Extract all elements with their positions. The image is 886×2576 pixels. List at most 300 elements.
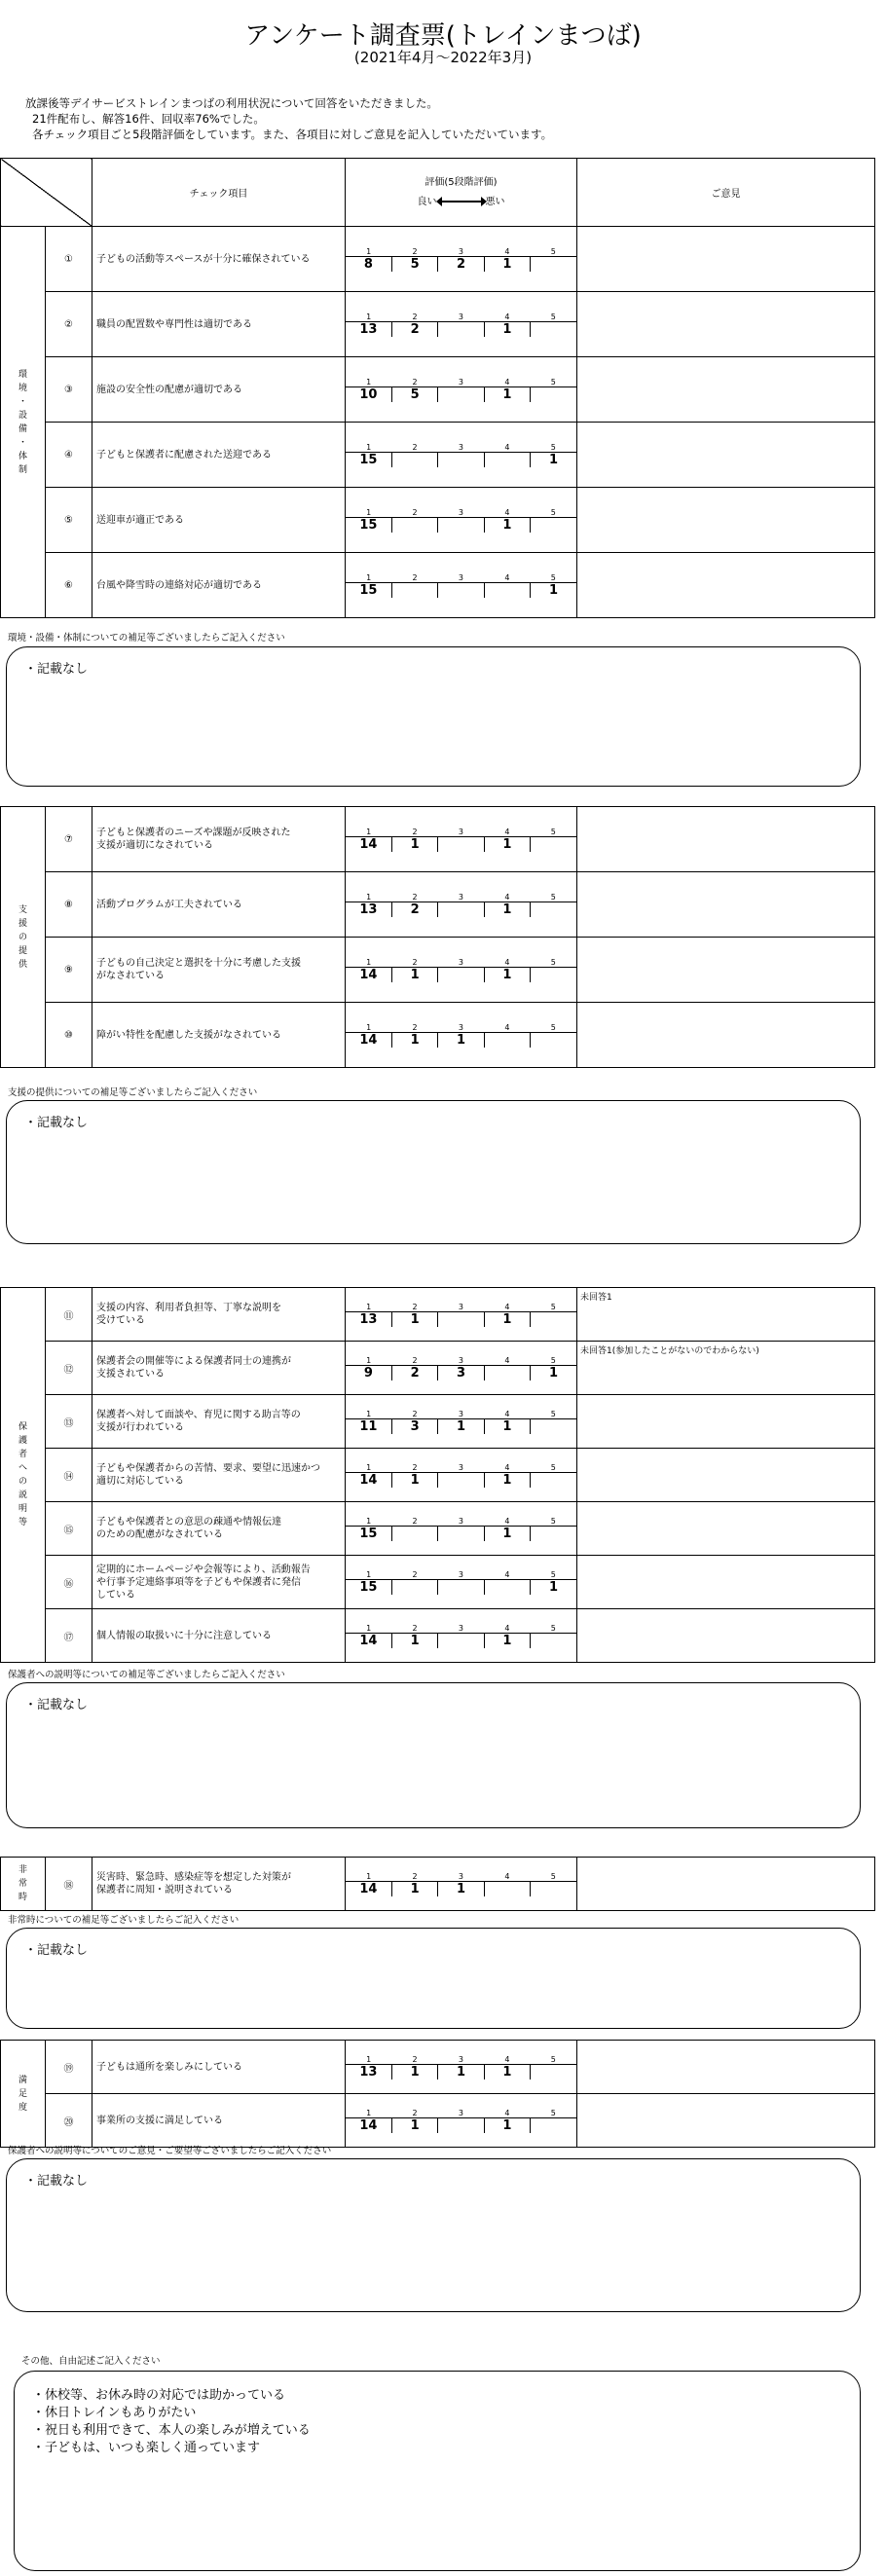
- opinion-cell: [577, 553, 875, 618]
- score-cell: [346, 2094, 577, 2148]
- score-scale-label: 1: [346, 1517, 391, 1527]
- score-grid: [346, 958, 576, 982]
- item-number: ①: [46, 227, 92, 292]
- opinion-cell: [577, 1609, 875, 1663]
- score-labels-row: [346, 828, 576, 837]
- item-text: [92, 1288, 346, 1342]
- score-cell: [346, 553, 577, 618]
- score-scale-label: 4: [484, 2055, 530, 2065]
- comment-line: ・記載なし: [24, 1698, 89, 1712]
- score-labels-row: [346, 1624, 576, 1634]
- score-count: [531, 902, 576, 917]
- score-scale-label: 1: [346, 1356, 391, 1366]
- item-text-line: 子どもの活動等スペースが十分に確保されている: [96, 253, 311, 265]
- score-scale-label: 3: [438, 247, 484, 257]
- score-count: [531, 836, 576, 852]
- header-check-item: チェック項目: [92, 159, 346, 227]
- section-supplement-prompt: 支援の提供についての補足等ございましたらご記入ください: [8, 1087, 258, 1098]
- score-scale-label: 5: [531, 893, 576, 902]
- opinion-cell: [577, 292, 875, 357]
- category-cell: [1, 227, 46, 618]
- score-count: 1: [531, 452, 576, 467]
- score-scale-label: 1: [346, 313, 391, 322]
- score-labels-row: [346, 1356, 576, 1366]
- score-grid: [346, 1410, 576, 1434]
- opinion-cell: [577, 1003, 875, 1068]
- score-count: 14: [359, 1633, 378, 1648]
- score-labels-row: [346, 1872, 576, 1882]
- score-scale-label: 5: [531, 247, 576, 257]
- survey-row: [1, 2094, 875, 2148]
- category-char: 制: [18, 464, 27, 475]
- item-number: ③: [46, 357, 92, 423]
- free-comment-prompt: その他、自由記述ご記入ください: [21, 2356, 161, 2367]
- score-grid: [346, 1303, 576, 1327]
- opinion-cell: [577, 423, 875, 488]
- item-text-line: 受けている: [96, 1315, 145, 1326]
- score-count: [438, 1579, 484, 1595]
- score-count: 10: [359, 386, 378, 402]
- score-scale-label: 3: [438, 828, 484, 837]
- score-grid: [346, 378, 576, 402]
- opinion-cell: 未回答1: [577, 1288, 875, 1342]
- item-text-line: 保護者へ対して面談や、育児に関する助言等の: [96, 1410, 301, 1420]
- item-text-line: 施設の安全性の配慮が適切である: [96, 384, 242, 395]
- score-scale-label: 5: [531, 313, 576, 322]
- score-scale-label: 2: [391, 893, 437, 902]
- score-values-row: [346, 582, 576, 598]
- item-text: [92, 1858, 346, 1911]
- supplement-comment-box: [6, 1100, 861, 1244]
- score-scale-label: 4: [484, 247, 530, 257]
- score-labels-row: [346, 378, 576, 387]
- score-count: 1: [531, 1365, 576, 1380]
- score-scale-label: 1: [346, 378, 391, 387]
- score-count: 1: [484, 256, 530, 272]
- score-scale-label: 4: [484, 828, 530, 837]
- score-scale-label: 2: [391, 247, 437, 257]
- score-count: 1: [484, 1526, 530, 1541]
- survey-row: [1, 1858, 875, 1911]
- survey-row: [1, 1288, 875, 1342]
- score-values-row: [346, 1881, 576, 1896]
- score-count: [438, 1526, 484, 1541]
- score-labels-row: [346, 573, 576, 583]
- score-scale-label: 3: [438, 1570, 484, 1580]
- score-scale-label: 4: [484, 1356, 530, 1366]
- score-scale-label: 1: [346, 2055, 391, 2065]
- score-scale-label: 3: [438, 1356, 484, 1366]
- score-scale-label: 4: [484, 1624, 530, 1634]
- score-scale-label: 3: [438, 443, 484, 453]
- item-text: [92, 938, 346, 1003]
- score-values-row: [346, 1472, 576, 1488]
- score-grid: [346, 1023, 576, 1048]
- survey-row: [1, 1556, 875, 1609]
- category-char: ・: [18, 437, 27, 448]
- score-scale-label: 1: [346, 958, 391, 968]
- score-scale-label: 3: [438, 958, 484, 968]
- score-grid: [346, 313, 576, 337]
- score-scale-label: 2: [391, 313, 437, 322]
- score-values-row: [346, 452, 576, 467]
- score-count: 1: [484, 386, 530, 402]
- page-subtitle: (2021年4月～2022年3月): [353, 49, 533, 66]
- supplement-comment-box: [6, 1682, 861, 1828]
- score-scale-label: 1: [346, 508, 391, 518]
- survey-row: [1, 553, 875, 618]
- item-text: [92, 357, 346, 423]
- score-count: 14: [359, 2117, 378, 2133]
- item-text-line: している: [96, 1589, 135, 1601]
- opinion-cell: 未回答1(参加したことがないのでわからない): [577, 1342, 875, 1395]
- category-char: 等: [18, 1518, 27, 1527]
- survey-row: [1, 938, 875, 1003]
- comment-line: ・記載なし: [24, 1116, 89, 1130]
- score-count: 1: [484, 321, 530, 337]
- item-number: ⑤: [46, 488, 92, 553]
- score-count: [438, 836, 484, 852]
- score-scale-label: 2: [391, 1303, 437, 1312]
- survey-row: [1, 1609, 875, 1663]
- score-cell: [346, 488, 577, 553]
- score-scale-label: 2: [391, 958, 437, 968]
- item-number: ⑳: [46, 2094, 92, 2148]
- score-count: [531, 2117, 576, 2133]
- item-number: ⑨: [46, 938, 92, 1003]
- free-comment-box: [14, 2371, 861, 2571]
- category-char: 満: [18, 2075, 27, 2085]
- item-number: ⑫: [46, 1342, 92, 1395]
- item-text-line: や行事予定連絡事項等を子どもや保護者に発信: [96, 1576, 301, 1588]
- score-labels-row: [346, 893, 576, 902]
- item-text: [92, 1556, 346, 1609]
- score-scale-label: 4: [484, 1023, 530, 1033]
- bad-label: 悪い: [485, 196, 505, 207]
- score-scale-label: 5: [531, 1410, 576, 1419]
- score-cell: [346, 1003, 577, 1068]
- survey-row: [1, 423, 875, 488]
- score-scale-label: 3: [438, 2055, 484, 2065]
- score-grid: [346, 573, 576, 598]
- score-count: 1: [438, 1418, 484, 1434]
- item-number: ⑰: [46, 1609, 92, 1663]
- item-text: [92, 872, 346, 938]
- item-text-line: 定期的にホームページや会報等により、活動報告: [96, 1564, 311, 1575]
- free-comment-line: ・休日トレインもありがたい: [32, 2406, 197, 2420]
- score-labels-row: [346, 958, 576, 968]
- score-count: 1: [484, 2064, 530, 2079]
- score-count: [531, 517, 576, 533]
- score-count: 1: [484, 1633, 530, 1648]
- score-cell: [346, 1395, 577, 1449]
- item-text: [92, 227, 346, 292]
- score-count: 1: [484, 2117, 530, 2133]
- free-comment-line: ・休校等、お休み時の対応では助かっている: [32, 2388, 286, 2403]
- score-labels-row: [346, 1463, 576, 1473]
- category-char: 度: [18, 2102, 27, 2113]
- score-count: [438, 902, 484, 917]
- survey-row: [1, 872, 875, 938]
- survey-row: [1, 1449, 875, 1502]
- header-diagonal-cell: [1, 159, 92, 227]
- score-grid: [346, 1624, 576, 1648]
- score-count: 1: [438, 2064, 484, 2079]
- opinion-cell: [577, 488, 875, 553]
- score-count: [531, 1418, 576, 1434]
- score-values-row: [346, 1418, 576, 1434]
- score-count: [391, 1526, 437, 1541]
- item-number: ⑦: [46, 807, 92, 872]
- item-text: [92, 1609, 346, 1663]
- score-count: [391, 582, 437, 598]
- score-scale-label: 5: [531, 1624, 576, 1634]
- score-count: 14: [359, 836, 378, 852]
- score-count: [438, 1311, 484, 1327]
- score-values-row: [346, 902, 576, 917]
- item-text: [92, 807, 346, 872]
- evaluation-title: 評価(5段階評価): [425, 176, 498, 188]
- score-scale-label: 4: [484, 313, 530, 322]
- score-count: 15: [359, 1526, 378, 1541]
- category-char: の: [18, 1477, 27, 1487]
- survey-row: [1, 807, 875, 872]
- score-count: 1: [531, 1579, 576, 1595]
- score-scale-label: 5: [531, 1570, 576, 1580]
- score-count: 15: [359, 517, 378, 533]
- score-scale-label: 1: [346, 1624, 391, 1634]
- score-count: 2: [438, 256, 484, 272]
- category-char: 提: [18, 945, 27, 956]
- item-text-line: 災害時、緊急時、感染症等を想定した対策が: [96, 1872, 291, 1883]
- item-text-line: 障がい特性を配慮した支援がなされている: [96, 1029, 281, 1041]
- item-text-line: 支援が行われている: [96, 1422, 184, 1433]
- category-char: 備: [18, 423, 27, 434]
- score-count: 1: [391, 2117, 437, 2133]
- item-number: ②: [46, 292, 92, 357]
- score-scale-label: 3: [438, 1463, 484, 1473]
- score-scale-label: 1: [346, 828, 391, 837]
- score-count: [484, 1579, 530, 1595]
- category-char: 環: [18, 369, 27, 380]
- item-text: [92, 1003, 346, 1068]
- comment-line: ・記載なし: [24, 662, 89, 677]
- score-count: [531, 1472, 576, 1488]
- score-labels-row: [346, 508, 576, 518]
- score-scale-label: 3: [438, 313, 484, 322]
- category-char: ・: [18, 396, 27, 407]
- score-scale-label: 2: [391, 1570, 437, 1580]
- score-grid: [346, 1517, 576, 1541]
- score-scale-label: 2: [391, 508, 437, 518]
- free-comment-line: ・祝日も利用できて、本人の楽しみが増えている: [32, 2423, 311, 2438]
- score-scale-label: 4: [484, 1872, 530, 1882]
- score-count: [531, 1881, 576, 1896]
- score-labels-row: [346, 2109, 576, 2118]
- score-scale-label: 3: [438, 1410, 484, 1419]
- score-count: [531, 1526, 576, 1541]
- score-values-row: [346, 1365, 576, 1380]
- score-count: 1: [484, 1418, 530, 1434]
- score-values-row: [346, 1311, 576, 1327]
- score-scale-label: 4: [484, 1517, 530, 1527]
- item-text-line: 子どもの自己決定と選択を十分に考慮した支援: [96, 958, 301, 969]
- score-count: 1: [484, 902, 530, 917]
- item-text-line: のための配慮がなされている: [96, 1529, 223, 1540]
- opinion-cell: [577, 938, 875, 1003]
- score-scale-label: 5: [531, 828, 576, 837]
- item-text-line: 子どもや保護者との意思の疎通や情報伝達: [96, 1517, 281, 1527]
- score-cell: [346, 1288, 577, 1342]
- header-opinion: ご意見: [577, 159, 875, 227]
- score-scale-label: 2: [391, 378, 437, 387]
- category-char: 設: [18, 410, 27, 421]
- item-text-line: 台風や降雪時の連絡対応が適切である: [96, 579, 262, 591]
- score-count: [531, 1633, 576, 1648]
- category-cell: [1, 807, 46, 1068]
- score-scale-label: 5: [531, 508, 576, 518]
- score-cell: [346, 1556, 577, 1609]
- score-count: 3: [438, 1365, 484, 1380]
- score-scale-label: 1: [346, 443, 391, 453]
- score-scale-label: 3: [438, 1624, 484, 1634]
- section-supplement-prompt: 保護者への説明等についての補足等ございましたらご記入ください: [8, 1670, 285, 1680]
- score-count: [531, 1311, 576, 1327]
- item-text-line: 保護者に周知・説明されている: [96, 1885, 233, 1895]
- score-labels-row: [346, 313, 576, 322]
- opinion-cell: [577, 807, 875, 872]
- score-scale-label: 1: [346, 1410, 391, 1419]
- score-count: [438, 2117, 484, 2133]
- intro-line: 放課後等デイサービストレインまつばの利用状況について回答をいただきました。: [25, 96, 438, 110]
- section-supplement-prompt: 保護者への説明等についてのご意見・ご要望等ございましたらご記入ください: [8, 2146, 332, 2156]
- item-text: [92, 1502, 346, 1556]
- score-scale-label: 2: [391, 1356, 437, 1366]
- survey-row: [1, 357, 875, 423]
- score-scale-label: 5: [531, 1303, 576, 1312]
- score-count: 1: [391, 1472, 437, 1488]
- score-scale-label: 2: [391, 1624, 437, 1634]
- score-count: 1: [484, 1311, 530, 1327]
- score-count: 2: [391, 321, 437, 337]
- page-title: アンケート調査票(トレインまつば): [244, 21, 642, 51]
- item-text-line: 保護者会の開催等による保護者同士の連携が: [96, 1356, 291, 1367]
- header-evaluation: [346, 159, 577, 227]
- score-scale-label: 4: [484, 1570, 530, 1580]
- category-char: 体: [18, 451, 27, 461]
- score-labels-row: [346, 1023, 576, 1033]
- score-grid: [346, 1872, 576, 1896]
- category-cell: [1, 1288, 46, 1663]
- score-count: 14: [359, 967, 378, 982]
- score-scale-label: 4: [484, 1303, 530, 1312]
- score-cell: [346, 227, 577, 292]
- item-text-line: がなされている: [96, 971, 165, 981]
- score-count: 1: [391, 1311, 437, 1327]
- category-char: の: [18, 932, 27, 942]
- score-values-row: [346, 1579, 576, 1595]
- score-count: 1: [391, 836, 437, 852]
- category-char: 時: [18, 1893, 27, 1902]
- score-scale-label: 1: [346, 1303, 391, 1312]
- score-scale-label: 4: [484, 1463, 530, 1473]
- score-count: [531, 1032, 576, 1048]
- category-char: 保: [18, 1422, 27, 1432]
- survey-row: [1, 227, 875, 292]
- score-scale-label: 5: [531, 443, 576, 453]
- score-scale-label: 1: [346, 2109, 391, 2118]
- score-scale-label: 1: [346, 573, 391, 583]
- score-scale-label: 2: [391, 1023, 437, 1033]
- score-grid: [346, 443, 576, 467]
- score-count: 14: [359, 1881, 378, 1896]
- score-scale-label: 4: [484, 1410, 530, 1419]
- score-values-row: [346, 1526, 576, 1541]
- score-scale-label: 3: [438, 2109, 484, 2118]
- score-values-row: [346, 517, 576, 533]
- score-count: 1: [391, 1032, 437, 1048]
- category-char: 境: [18, 383, 27, 393]
- category-char: 支: [18, 904, 27, 915]
- score-count: [438, 517, 484, 533]
- score-count: 2: [391, 1365, 437, 1380]
- score-count: 13: [359, 902, 378, 917]
- score-cell: [346, 872, 577, 938]
- intro-line: 21件配布し、解答16件、回収率76%でした。: [32, 112, 265, 126]
- supplement-comment-box: [6, 1928, 861, 2029]
- score-count: 13: [359, 2064, 378, 2079]
- score-scale-label: 2: [391, 828, 437, 837]
- opinion-cell: [577, 1502, 875, 1556]
- score-scale-label: 1: [346, 247, 391, 257]
- score-cell: [346, 423, 577, 488]
- score-count: [484, 1365, 530, 1380]
- score-labels-row: [346, 2055, 576, 2065]
- score-count: 14: [359, 1472, 378, 1488]
- item-text-line: 支援されている: [96, 1369, 165, 1380]
- item-number: ⑲: [46, 2041, 92, 2094]
- survey-row: [1, 2041, 875, 2094]
- score-cell: [346, 292, 577, 357]
- score-scale-label: 2: [391, 1517, 437, 1527]
- score-cell: [346, 1502, 577, 1556]
- score-scale-label: 2: [391, 443, 437, 453]
- score-scale-label: 3: [438, 508, 484, 518]
- score-count: [438, 1633, 484, 1648]
- score-count: [391, 452, 437, 467]
- good-label: 良い: [417, 196, 437, 207]
- score-grid: [346, 1356, 576, 1380]
- item-text: [92, 292, 346, 357]
- survey-section-table: [0, 806, 875, 1068]
- score-count: 5: [391, 386, 437, 402]
- score-count: [484, 1881, 530, 1896]
- score-cell: [346, 1342, 577, 1395]
- score-labels-row: [346, 247, 576, 257]
- score-scale-label: 2: [391, 1463, 437, 1473]
- score-count: 8: [363, 256, 373, 272]
- score-scale-label: 5: [531, 1023, 576, 1033]
- score-count: 11: [359, 1418, 378, 1434]
- opinion-cell: [577, 872, 875, 938]
- item-text-line: 子どもや保護者からの苦情、要求、要望に迅速かつ: [96, 1463, 320, 1474]
- score-values-row: [346, 386, 576, 402]
- score-scale-label: 4: [484, 893, 530, 902]
- score-count: [531, 967, 576, 982]
- score-values-row: [346, 256, 576, 272]
- score-scale-label: 1: [346, 1570, 391, 1580]
- score-scale-label: 1: [346, 1023, 391, 1033]
